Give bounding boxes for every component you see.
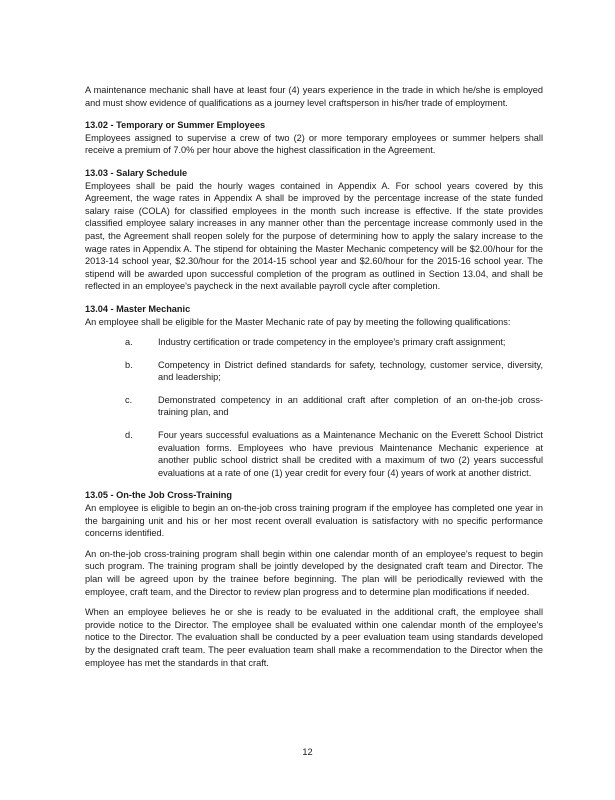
list-marker: c. xyxy=(125,394,133,405)
list-item-text: Four years successful evaluations as a Maintenance Mechanic on the Everett School District evaluation forms. Employees who have previous Maintenance Mechanic experience at another public school district shall be credited with a maximum of two (2) years successful evaluations at a rate of one (1) year credit for every four (4) years of work at another district. xyxy=(158,430,543,478)
list-item xyxy=(85,394,543,419)
section-body: Employees assigned to supervise a crew of two (2) or more temporary employees or summer helpers shall receive a premium of 7.0% per hour above the highest classification in the Agreement. xyxy=(85,132,543,156)
section-paragraph: An on-the-job cross-training program shall begin within one calendar month of an employee's request to begin such program. The training program shall be jointly developed by the designated craft team and Director. The plan will be agreed upon by the trainee before beginning. The plan will be periodically reviewed with the employee, craft team, and the Director to review plan progress and to determine plan modifications if needed. xyxy=(85,548,543,597)
section-body: Employees shall be paid the hourly wages contained in Appendix A. For school years covered by this Agreement, the wage rates in Appendix A shall be improved by the percentage increase of the state funded salary raise (COLA) for classified employees in the month such increase is effective. If the state provides classified employee salary increases in any manner other than the percentage increase commonly used in the past, the Agreement shall reopen solely for the purpose of determining how to apply the salary increase to the wage rates in Appendix A. The stipend for obtaining the Master Mechanic competency will be $2.00/hour for the 2013-14 school year, $2.30/hour for the 2014-15 school year and $2.60/hour for the 2015-16 school year. The stipend will be awarded upon successful completion of the program as outlined in Section 13.04, and shall be reflected in an employee's paycheck in the next available payroll cycle after completion. xyxy=(85,180,543,292)
section-heading: 13.02 - Temporary or Summer Employees xyxy=(85,120,266,131)
section-paragraph: When an employee believes he or she is ready to be evaluated in the additional craft, the employee shall provide notice to the Director. The employee shall be evaluated within one calendar month of the employee's notice to the Director. The evaluation shall be conducted by a peer evaluation team using standards developed by the designated craft team. The peer evaluation team shall make a recommendation to the Director when the employee has met the standards in that craft. xyxy=(85,607,543,668)
section-13-02 xyxy=(85,119,543,157)
list-item xyxy=(85,429,543,479)
list-marker: d. xyxy=(125,430,133,441)
section-13-03 xyxy=(85,167,543,293)
section-heading: 13.04 - Master Mechanic xyxy=(85,303,191,314)
section-heading: 13.05 - On-the Job Cross-Training xyxy=(85,490,233,501)
section-body: An employee shall be eligible for the Master Mechanic rate of pay by meeting the following qualifications: xyxy=(85,316,511,327)
list-marker: a. xyxy=(125,337,133,348)
page-number: 12 xyxy=(302,747,313,757)
intro-paragraph: A maintenance mechanic shall have at least four (4) years experience in the trade in which he/she is employed and must show evidence of qualifications as a journey level craftsperson in his/her trade of employment. xyxy=(85,85,543,108)
qualification-list xyxy=(85,336,543,479)
list-item-text: Demonstrated competency in an additional craft after completion of an on-the-job cross-training plan, and xyxy=(158,394,543,418)
list-item xyxy=(85,336,543,349)
list-item-text: Industry certification or trade competency in the employee's primary craft assignment; xyxy=(158,337,506,348)
list-item-text: Competency in District defined standards for safety, technology, customer service, diversity, and leadership; xyxy=(158,359,543,383)
list-marker: b. xyxy=(125,359,133,370)
section-13-05 xyxy=(85,489,543,669)
document-page xyxy=(85,84,543,669)
list-item xyxy=(85,359,543,384)
section-paragraph: An employee is eligible to begin an on-the-job cross training program if the employee has completed one year in the bargaining unit and his or her most recent overall evaluation is satisfactory with no specific performance concerns identified. xyxy=(85,503,543,539)
section-13-04 xyxy=(85,303,543,480)
section-heading: 13.03 - Salary Schedule xyxy=(85,167,188,178)
